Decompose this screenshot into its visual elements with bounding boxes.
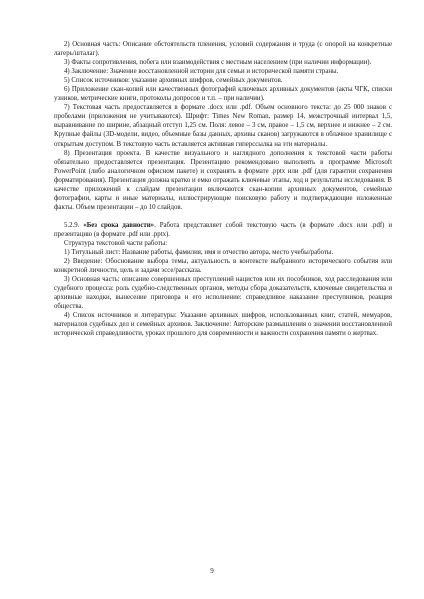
paragraph: 5) Список источников: указание архивных шифров, семейных документов. bbox=[64, 77, 283, 85]
section-b bbox=[54, 221, 392, 339]
section-title: «Без срока давности» bbox=[83, 221, 155, 229]
section-number: 5.2.9. bbox=[64, 221, 80, 229]
page-number: 9 bbox=[210, 567, 214, 575]
section-intro-text: . Работа представляет собой текстовую часть (в формате .docx или .pdf) и презентацию (в формате .pdf или .pptx). bbox=[54, 221, 392, 238]
paragraph: 4) Заключение: Значение восстановленной истории для семьи и исторической памяти страны. bbox=[64, 68, 339, 76]
paragraph: 3) Факты сопротивления, побега или взаимодействия с местным населением (при наличии информации). bbox=[64, 59, 372, 67]
section-heading-paragraph bbox=[54, 221, 392, 239]
paragraph: 2) Введение: Обоснование выбора темы, актуальность в контексте выбранного исторического события или конкретной личности, цель и задачи эссе/рассказа. bbox=[54, 258, 392, 275]
spacer bbox=[54, 212, 392, 221]
paragraph: Структура текстовой части работы: bbox=[64, 239, 168, 247]
paragraph: 6) Приложение скан-копий или качественных фотографий ключевых архивных документов (акты ЧГК, списки узников, метрические книги, протоколы допросов и т.п. – при наличии). bbox=[54, 86, 392, 103]
section-a bbox=[54, 40, 392, 212]
paragraph: 1) Титульный лист: Название работы, фамилия, имя и отчество автора, место учебы/работы. bbox=[64, 249, 334, 257]
paragraph: 7) Текстовая часть предоставляется в формате .docx или .pdf. Объем основного текста: до 25 000 знаков с пробелами (приложения не учитываются). Шрифт: Times New Roman, размер 14, межстрочный интервал 1,5, выравнивание по ширине, абзацный отступ 1,25 см. Поля: левое – 3 см, правое – 1,5 см, верхнее и нижнее – 2 см. Крупные файлы (3D-модели, видео, объемные базы данных, архивы сканов) загружаются в облачное хранилище с открытым доступом. В текстовую часть вставляется активная гиперссылка на эти материалы. bbox=[54, 104, 392, 148]
paragraph: 2) Основная часть: Описание обстоятельств пленения, условий содержания и труда (с опорой на конкретные лагерь/шталаг). bbox=[54, 41, 392, 58]
document-page bbox=[54, 40, 392, 339]
paragraph: 3) Основная часть: описание совершенных преступлений нацистов или их пособников, ход расследования или судебного процесса: роль судебно-следственных органов, методы сбора доказательств, ключевые свидетельства и архивные находки, вынесение приговора и его исполнение: справедливое наказание преступников, реакция общества. bbox=[54, 276, 392, 311]
paragraph: 4) Список источников и литературы: Указание архивных шифров, использованных книг, статей, мемуаров, материалов судебных дел и семейных архивов. Заключение: Авторские размышления о значении восстановленной исторической справедливости, уроках прошлого для современности и важности сохранения памяти о жертвах. bbox=[54, 312, 392, 338]
paragraph: 8) Презентация проекта. В качестве визуального и наглядного дополнения к текстовой части работы обязательно предоставляется презентация. Презентацию рекомендовано выполнять в программе Microsoft PowerPoint (либо аналогичном офисном пакете) и сохранять в формате .pptx или .pdf (для гарантии сохранения форматирования). Презентация должна кратко и емко отражать ключевые этапы, ход и результаты исследования. В качестве приложений к слайдам презентации включаются скан-копии архивных документов, семейные фотографии, карты и иные материалы, иллюстрирующие поисковую работу и подтверждающие изложенные факты. Объем презентации – до 10 слайдов. bbox=[54, 149, 392, 211]
